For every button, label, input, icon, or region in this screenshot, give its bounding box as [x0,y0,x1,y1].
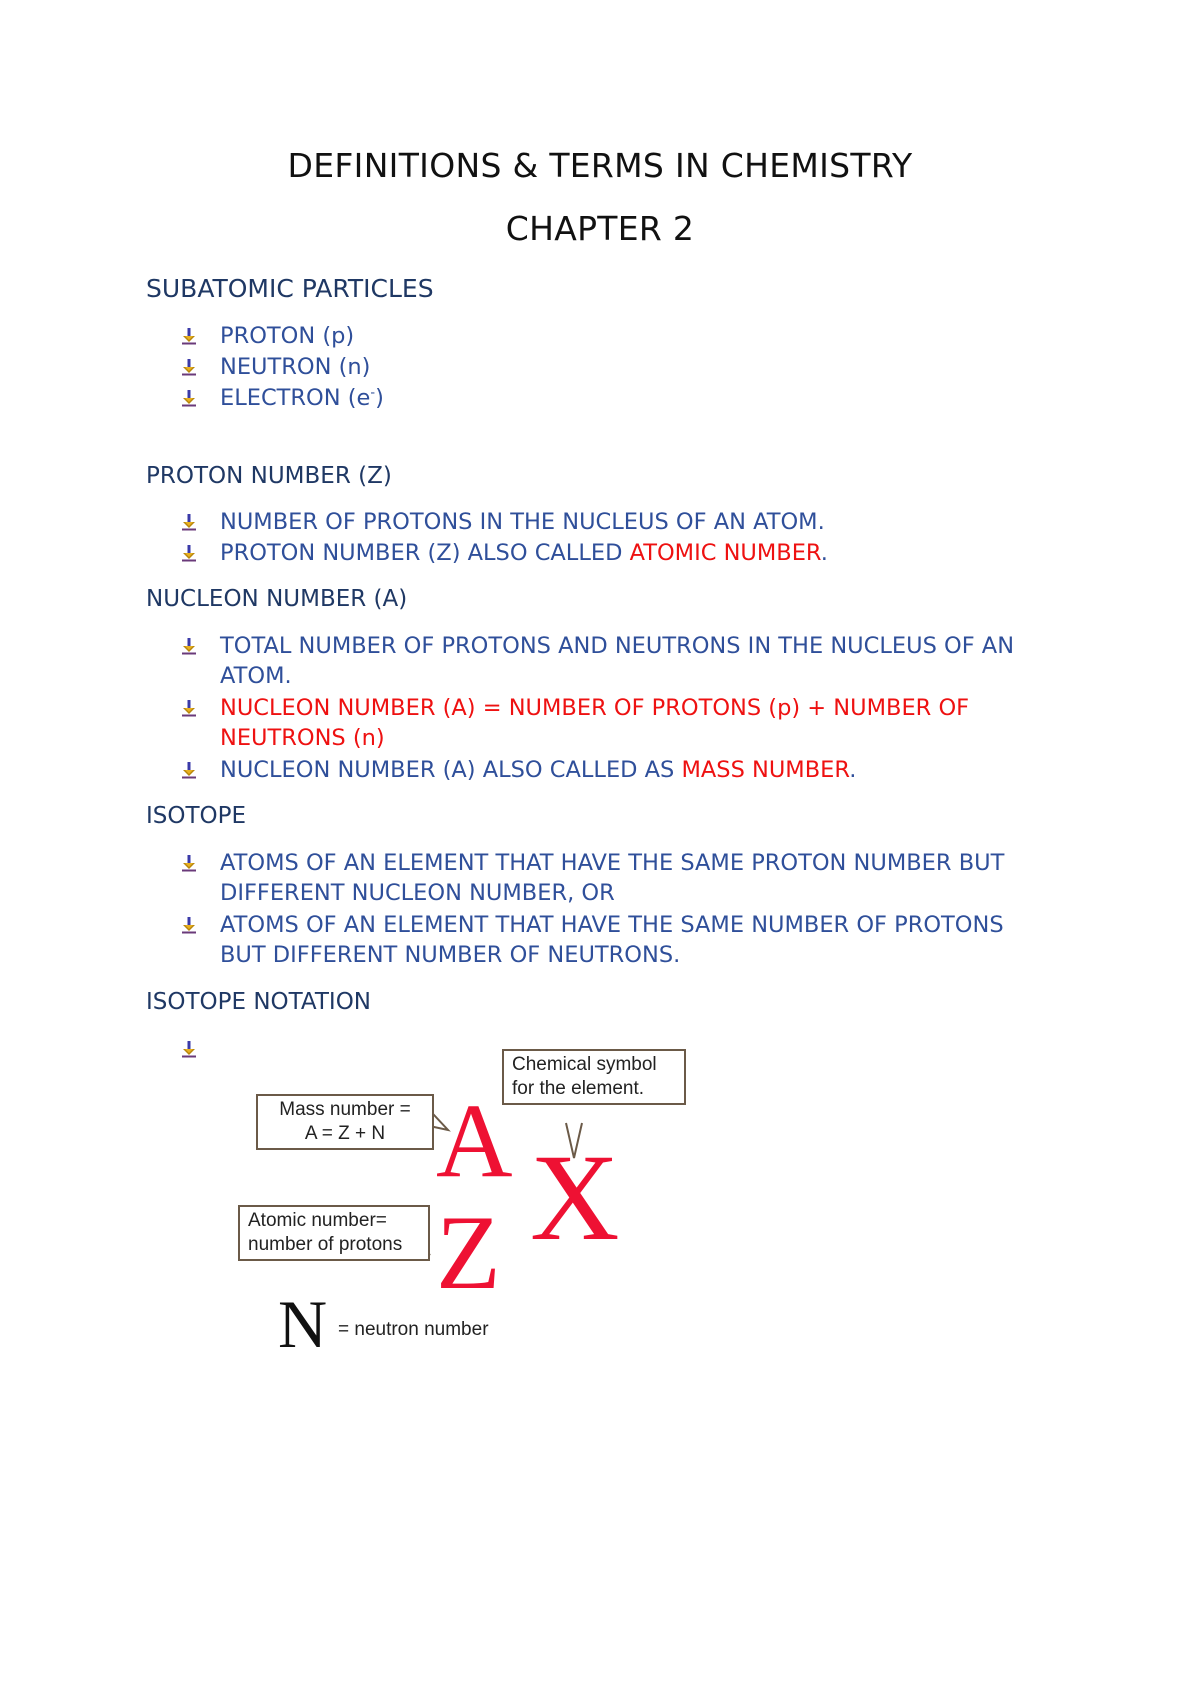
down-arrow-bullet-icon [180,544,198,562]
down-arrow-bullet-icon [180,513,198,531]
atomic-number-callout [238,1205,430,1261]
document-title: DEFINITIONS & TERMS IN CHEMISTRY [287,146,913,185]
superscript-minus: - [370,385,376,401]
list-item-text: PROTON (p) [220,323,355,349]
list-item [220,693,1050,753]
down-arrow-bullet-icon [180,327,198,345]
list-item [220,538,1050,568]
callout-text: number of protons [248,1234,403,1255]
list-item-text-formula: NUCLEON NUMBER (A) = NUMBER OF PROTONS (p) + NUMBER OF NEUTRONS (n) [220,695,970,751]
down-arrow-bullet-icon [180,637,198,655]
section-heading-isotope: ISOTOPE [146,803,247,829]
chemical-symbol-callout [502,1049,686,1105]
section-heading-isotope-notation: ISOTOPE NOTATION [146,989,372,1015]
list-item [220,910,1050,970]
list-item-text: PROTON NUMBER (Z) ALSO CALLED [220,540,630,566]
list-item-text: NUCLEON NUMBER (A) ALSO CALLED AS [220,757,682,783]
list-item [220,352,1050,382]
down-arrow-bullet-icon [180,916,198,934]
list-item [220,631,1050,691]
section-heading-subatomic: SUBATOMIC PARTICLES [146,274,434,303]
highlight-term-atomic-number: ATOMIC NUMBER [629,540,821,566]
list-item [220,383,1050,413]
chapter-title: CHAPTER 2 [505,209,695,248]
section-heading-nucleon-number: NUCLEON NUMBER (A) [146,586,408,612]
callout-text: Chemical symbol [512,1054,657,1075]
list-item [220,321,1050,351]
list-item [220,848,1050,908]
mass-number-callout [256,1094,434,1150]
list-item [220,755,1050,785]
list-item [220,507,1050,537]
element-symbol-letter-x: X [530,1129,620,1266]
down-arrow-bullet-icon [180,854,198,872]
callout-text: A = Z + N [304,1123,386,1144]
down-arrow-bullet-icon [180,1040,198,1058]
down-arrow-bullet-icon [180,761,198,779]
list-item-text: . [849,757,857,783]
list-item-text: ATOMS OF AN ELEMENT THAT HAVE THE SAME NUMBER OF PROTONS BUT DIFFERENT NUMBER OF NEUTRONS. [220,912,1004,968]
list-item-text: NEUTRON (n) [220,354,371,380]
list-item-text: TOTAL NUMBER OF PROTONS AND NEUTRONS IN THE NUCLEUS OF AN ATOM. [220,633,1015,689]
down-arrow-bullet-icon [180,699,198,717]
callout-text: for the element. [512,1078,645,1099]
atomic-number-letter-z: Z [436,1194,501,1311]
list-item-text: ) [375,385,384,411]
list-item-text: ELECTRON (e [220,385,371,411]
neutron-number-letter-n: N [278,1286,328,1362]
list-item-text: . [820,540,828,566]
list-item-text: ATOMS OF AN ELEMENT THAT HAVE THE SAME PROTON NUMBER BUT DIFFERENT NUCLEON NUMBER, OR [220,850,1005,906]
callout-text: Atomic number= [248,1210,387,1231]
down-arrow-bullet-icon [180,358,198,376]
section-heading-proton-number: PROTON NUMBER (Z) [146,463,392,489]
callout-text: Mass number = [279,1099,411,1120]
list-item-text: NUMBER OF PROTONS IN THE NUCLEUS OF AN ATOM. [220,509,825,535]
highlight-term-mass-number: MASS NUMBER [681,757,850,783]
mass-number-letter-a: A [436,1082,513,1199]
neutron-number-label: = neutron number [338,1319,489,1340]
down-arrow-bullet-icon [180,389,198,407]
isotope-notation-diagram [230,1040,700,1360]
